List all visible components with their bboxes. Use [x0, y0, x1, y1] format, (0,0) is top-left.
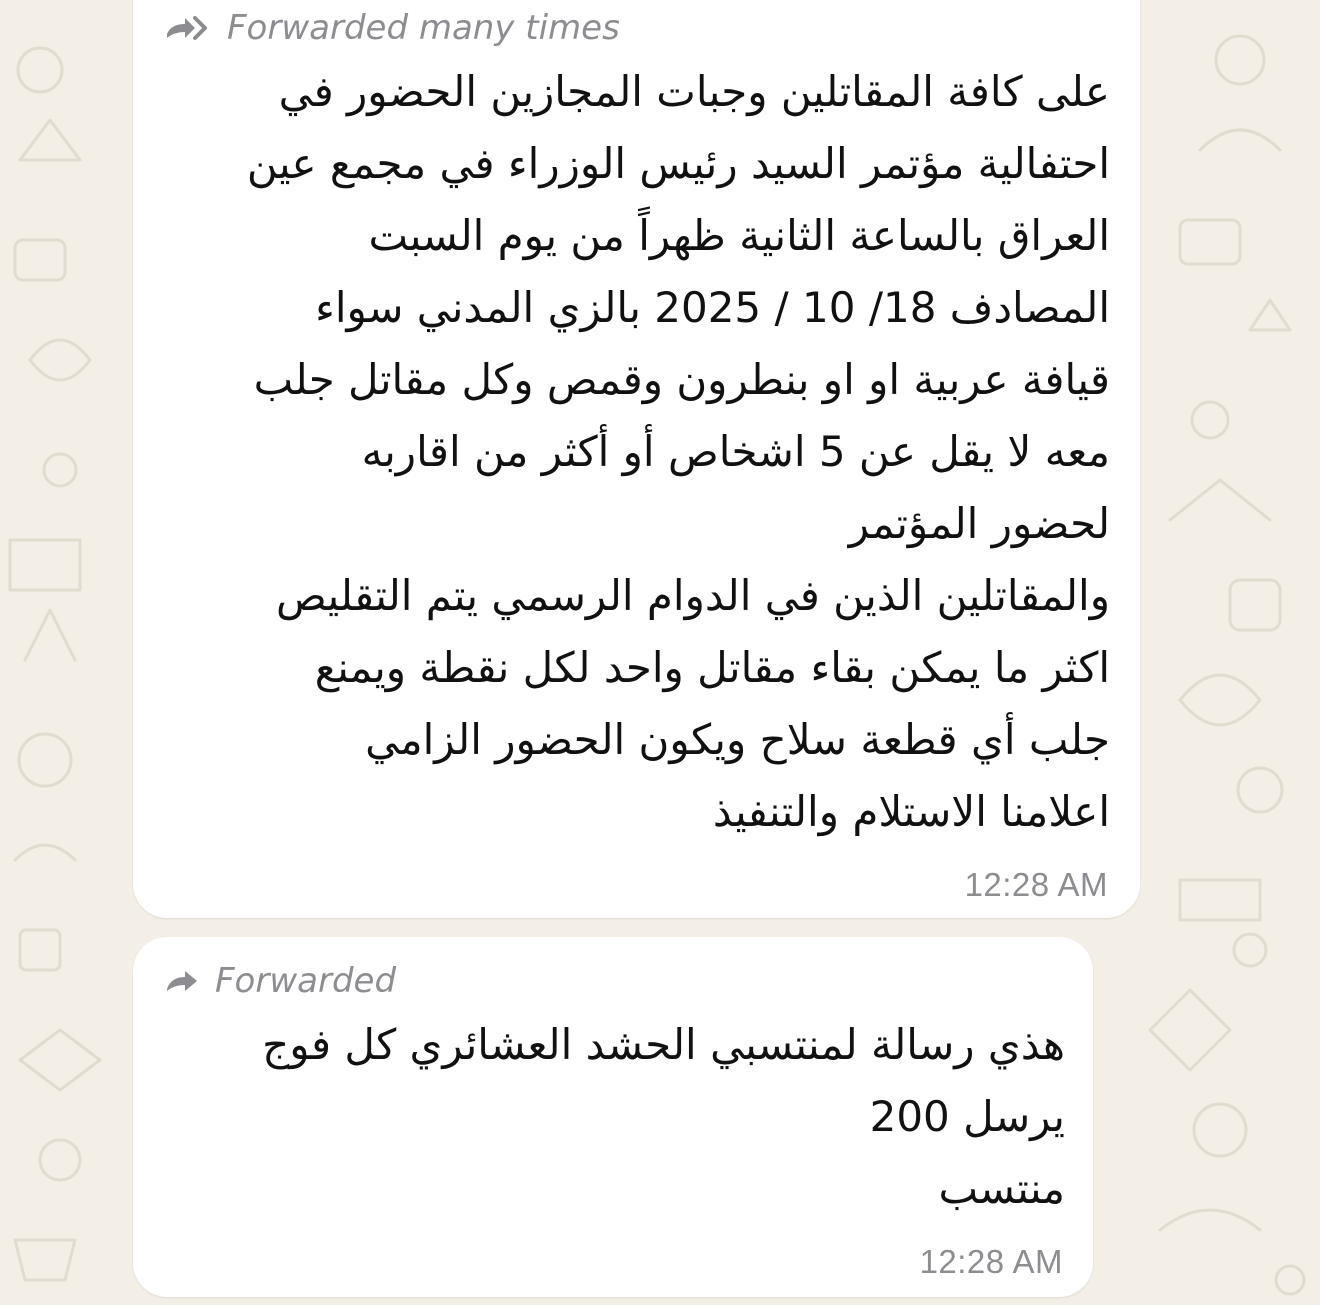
- forwarded-label: Forwarded many times: [227, 8, 620, 48]
- message-text: [153, 1009, 1065, 1225]
- message-line: منتسب: [938, 1164, 1065, 1213]
- message-bubble[interactable]: [133, 937, 1093, 1297]
- message-timestamp: 12:28 AM: [964, 866, 1108, 903]
- message-line: على كافة المقاتلين وجبات المجازين الحضور في: [278, 67, 1110, 116]
- forward-arrow-icon: [165, 967, 201, 995]
- double-forward-arrow-icon: [165, 14, 213, 42]
- message-line: هذي رسالة لمنتسبي الحشد العشائري كل فوج: [262, 1020, 1065, 1069]
- message-timestamp: 12:28 AM: [919, 1243, 1063, 1280]
- message-line: والمقاتلين الذين في الدوام الرسمي يتم التقليص: [276, 571, 1110, 620]
- message-line: لحضور المؤتمر: [848, 499, 1110, 548]
- forwarded-indicator: [165, 961, 396, 1001]
- message-line: يرسل 200: [869, 1092, 1065, 1141]
- message-line: معه لا يقل عن 5 اشخاص أو أكثر من اقاربه: [361, 427, 1110, 476]
- message-line: اعلامنا الاستلام والتنفيذ: [712, 787, 1110, 836]
- message-text: [150, 56, 1110, 848]
- message-line: احتفالية مؤتمر السيد رئيس الوزراء في مجمع عين: [246, 139, 1110, 188]
- message-line: العراق بالساعة الثانية ظهراً من يوم السبت: [368, 211, 1110, 260]
- message-line: المصادف 18/ 10 / 2025 بالزي المدني سواء: [315, 283, 1110, 332]
- forwarded-indicator: [165, 8, 620, 48]
- forwarded-label: Forwarded: [215, 961, 397, 1001]
- message-bubble[interactable]: [133, 0, 1140, 918]
- message-line: قيافة عربية او او بنطرون وقمص وكل مقاتل جلب: [253, 355, 1110, 404]
- message-line: جلب أي قطعة سلاح ويكون الحضور الزامي: [365, 715, 1110, 764]
- message-line: اكثر ما يمكن بقاء مقاتل واحد لكل نقطة ويمنع: [314, 643, 1110, 692]
